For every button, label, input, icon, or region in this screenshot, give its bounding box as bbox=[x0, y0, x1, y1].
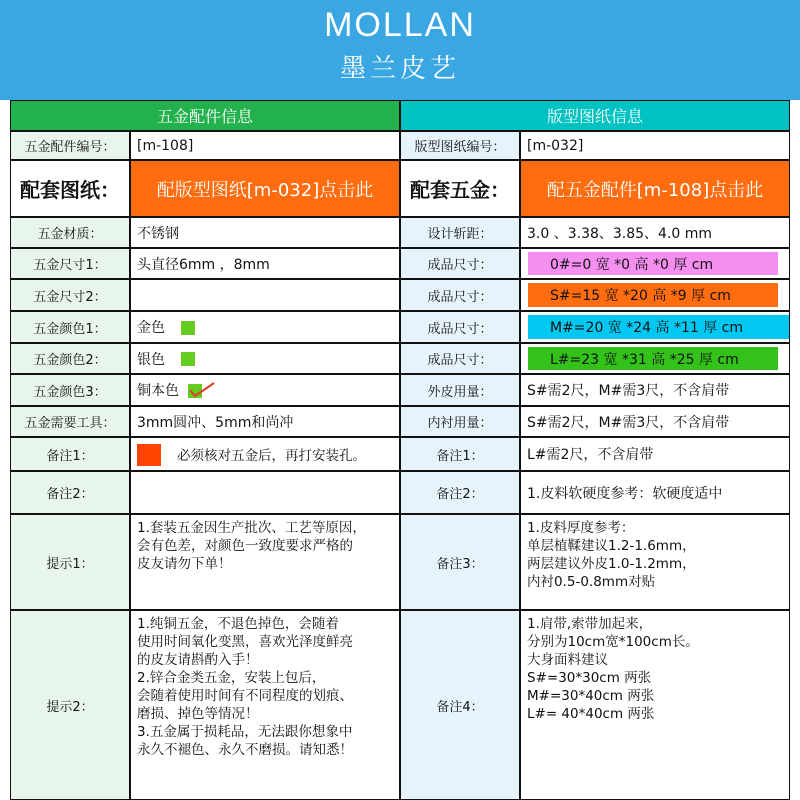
right-row-value: S#需2尺，M#需3尺，不含肩带 bbox=[520, 406, 790, 437]
left-row-label: 提示2： bbox=[10, 610, 130, 800]
matching-pattern-label: 配套图纸： bbox=[10, 160, 130, 217]
right-row-label: 外皮用量： bbox=[400, 374, 520, 406]
color-swatch bbox=[181, 352, 195, 366]
color-swatch bbox=[181, 321, 195, 335]
right-row-value bbox=[520, 279, 790, 311]
left-row-label: 五金需要工具： bbox=[10, 406, 130, 437]
info-table bbox=[10, 100, 790, 800]
left-row-label: 五金材质： bbox=[10, 217, 130, 248]
left-row-value bbox=[130, 471, 400, 514]
left-row-label: 五金颜色2： bbox=[10, 343, 130, 374]
right-row-label: 成品尺寸： bbox=[400, 343, 520, 374]
size-fill: 0#=0 宽 *0 高 *0 厚 cm bbox=[528, 252, 778, 275]
right-row-label: 成品尺寸： bbox=[400, 248, 520, 279]
right-section-title: 版型图纸信息 bbox=[400, 100, 790, 131]
left-row-value: 1.套装五金因生产批次、工艺等原因， 会有色差，对颜色一致度要求严格的 皮友请勿下单！ bbox=[130, 514, 400, 610]
right-row-label: 内衬用量： bbox=[400, 406, 520, 437]
left-row-value: 1.纯铜五金，不退色掉色，会随着 使用时间氧化变黑，喜欢光泽度鲜亮 的皮友请斟酌入手！ 2.锌合金类五金，安装上包后， 会随着使用时间有不同程度的划痕、 磨损、掉色等情况！ 3.五金属于损耗品，无法跟你想象中 永久不褪色、永久不磨损。请知悉！ bbox=[130, 610, 400, 800]
pattern-code-value: [m-032] bbox=[520, 131, 790, 160]
right-row-label: 备注1： bbox=[400, 437, 520, 471]
color-name: 金色 bbox=[137, 320, 165, 336]
right-row-label: 备注2： bbox=[400, 471, 520, 514]
right-row-value bbox=[520, 343, 790, 374]
right-row-value: L#需2尺，不含肩带 bbox=[520, 437, 790, 471]
brand-logo: MOLLAN bbox=[324, 6, 476, 44]
color-name: 铜本色 bbox=[137, 383, 179, 399]
right-row-value bbox=[520, 311, 790, 343]
color-name: 银色 bbox=[137, 351, 165, 368]
note-text: 必须核对五金后，再打安装孔。 bbox=[177, 448, 366, 464]
size-fill: L#=23 宽 *31 高 *25 厚 cm bbox=[528, 347, 778, 370]
left-row-value bbox=[130, 311, 400, 343]
left-row-label: 备注1： bbox=[10, 437, 130, 471]
left-row-value bbox=[130, 343, 400, 374]
right-row-label: 备注4： bbox=[400, 610, 520, 800]
hardware-code-value: [m-108] bbox=[130, 131, 400, 160]
left-row-value: 3mm圆冲、5mm和尚冲 bbox=[130, 406, 400, 437]
right-row-label: 成品尺寸： bbox=[400, 311, 520, 343]
left-row-value: 头直径6mm ，8mm bbox=[130, 248, 400, 279]
right-row-value: 3.0 、3.38、3.85、4.0 mm bbox=[520, 217, 790, 248]
left-row-label: 五金尺寸2： bbox=[10, 279, 130, 311]
right-row-value: 1.皮料厚度参考： 单层植鞣建议1.2-1.6mm， 两层建议外皮1.0-1.2mm， 内衬0.5-0.8mm对贴 bbox=[520, 514, 790, 610]
right-row-label: 成品尺寸： bbox=[400, 279, 520, 311]
left-row-value: 不锈钢 bbox=[130, 217, 400, 248]
right-row-value: 1.肩带,索带加起来， 分别为10cm宽*100cm长。 大身面料建议 S#=30*30cm 两张 M#=30*40cm 两张 L#= 40*40cm 两张 bbox=[520, 610, 790, 800]
size-fill: M#=20 宽 *24 高 *11 厚 cm bbox=[528, 315, 789, 339]
matching-pattern-link[interactable]: 配版型图纸[m-032]点击此 bbox=[130, 160, 400, 217]
right-row-value bbox=[520, 248, 790, 279]
right-row-value: S#需2尺，M#需3尺，不含肩带 bbox=[520, 374, 790, 406]
left-row-value bbox=[130, 437, 400, 471]
left-row-label: 五金颜色3： bbox=[10, 374, 130, 406]
size-fill: S#=15 宽 *20 高 *9 厚 cm bbox=[528, 283, 778, 307]
left-section-title: 五金配件信息 bbox=[10, 100, 400, 131]
matching-hardware-label: 配套五金： bbox=[400, 160, 520, 217]
right-row-label: 备注3： bbox=[400, 514, 520, 610]
warning-swatch bbox=[137, 444, 161, 466]
checkmark-icon bbox=[188, 381, 218, 399]
header-banner bbox=[0, 0, 800, 100]
right-row-label: 设计斩距： bbox=[400, 217, 520, 248]
left-row-label: 五金尺寸1： bbox=[10, 248, 130, 279]
left-row-value bbox=[130, 279, 400, 311]
pattern-code-label: 版型图纸编号： bbox=[400, 131, 520, 160]
matching-hardware-link[interactable]: 配五金配件[m-108]点击此 bbox=[520, 160, 790, 217]
right-row-value: 1.皮料软硬度参考：软硬度适中 bbox=[520, 471, 790, 514]
hardware-code-label: 五金配件编号： bbox=[10, 131, 130, 160]
brand-chinese-name: 墨兰皮艺 bbox=[339, 54, 460, 84]
left-row-label: 提示1： bbox=[10, 514, 130, 610]
left-row-label: 备注2： bbox=[10, 471, 130, 514]
left-row-label: 五金颜色1： bbox=[10, 311, 130, 343]
left-row-value bbox=[130, 374, 400, 406]
